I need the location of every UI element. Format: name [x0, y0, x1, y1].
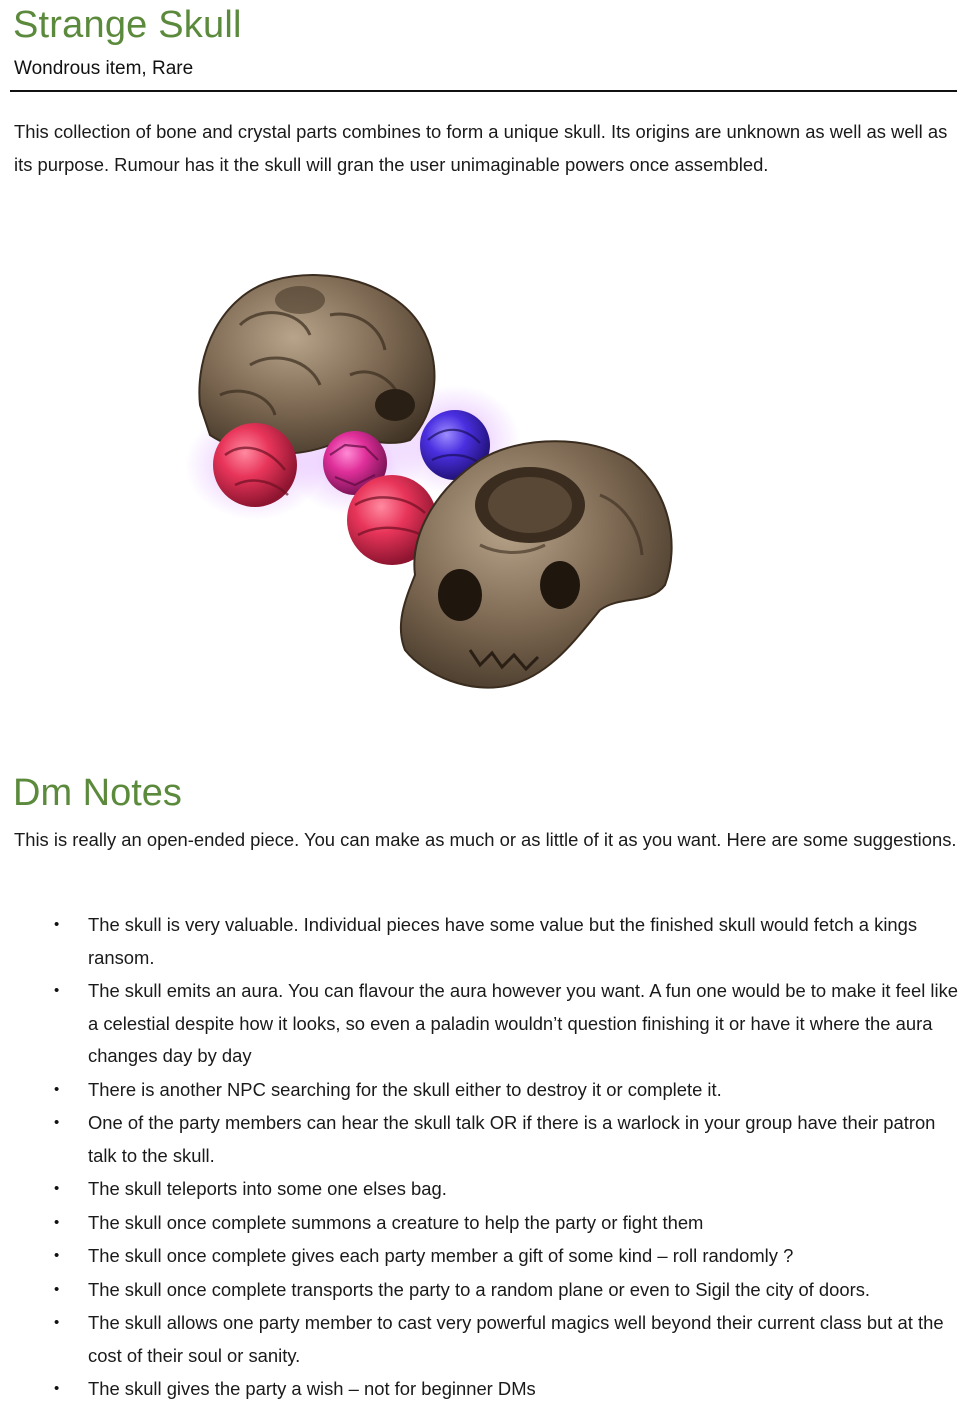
bullet-icon: • — [54, 1180, 60, 1197]
cranium-piece — [199, 275, 434, 454]
title-divider — [10, 90, 957, 92]
list-item-text: The skull once complete transports the party to a random plane or even to Sigil the city of doors. — [88, 1278, 871, 1300]
suggestion-list — [0, 909, 979, 1407]
page-title: Strange Skull — [13, 4, 242, 46]
bullet-icon: • — [54, 1380, 60, 1397]
bullet-icon: • — [54, 1080, 60, 1098]
list-item-text: The skull once complete gives each party member a gift of some kind – roll randomly ? — [88, 1245, 794, 1266]
list-item — [0, 1207, 960, 1240]
list-item-text: The skull allows one party member to cast very powerful magics well beyond their current class but at the cost of their soul or sanity. — [88, 1312, 944, 1366]
list-item — [0, 1107, 960, 1172]
list-item-text: The skull once complete summons a creature to help the party or fight them — [88, 1211, 704, 1233]
bullet-icon: • — [54, 1213, 60, 1231]
bullet-icon: • — [54, 1247, 60, 1264]
item-type-subtitle: Wondrous item, Rare — [14, 58, 194, 79]
list-item — [0, 909, 960, 974]
list-item — [0, 1373, 960, 1406]
list-item-text: The skull teleports into some one elses bag. — [88, 1178, 447, 1199]
list-item — [0, 1307, 960, 1372]
list-item — [0, 1074, 960, 1107]
dm-notes-heading: Dm Notes — [13, 772, 182, 814]
dm-notes-intro: This is really an open-ended piece. You can make as much or as little of it as you want. Here are some suggestions. — [14, 829, 957, 850]
list-item-text: The skull gives the party a wish – not for beginner DMs — [88, 1378, 536, 1399]
bullet-icon: • — [54, 1314, 60, 1331]
bullet-icon: • — [54, 916, 60, 933]
item-description: This collection of bone and crystal parts combines to form a unique skull. Its origins are unknown as well as well as its purpose. Rumour has it the skull will gran the user unimaginable powers once assembled. — [14, 121, 948, 175]
list-item-text: The skull is very valuable. Individual pieces have some value but the finished skull would fetch a kings ransom. — [88, 914, 918, 968]
bullet-icon: • — [54, 1114, 60, 1131]
bullet-icon: • — [54, 1280, 60, 1298]
skull-illustration — [180, 255, 690, 705]
list-item — [0, 1240, 960, 1273]
bullet-icon: • — [54, 982, 60, 999]
list-item — [0, 1173, 960, 1206]
list-item-text: There is another NPC searching for the skull either to destroy it or complete it. — [88, 1078, 722, 1100]
list-item — [0, 975, 960, 1073]
list-item — [0, 1274, 960, 1307]
list-item-text: The skull emits an aura. You can flavour the aura however you want. A fun one would be to make it feel like a celestial despite how it looks, so even a paladin wouldn’t question finishing it or have it where the aura changes day by day — [88, 980, 958, 1066]
list-item-text: One of the party members can hear the skull talk OR if there is a warlock in your group have their patron talk to the skull. — [88, 1112, 936, 1166]
